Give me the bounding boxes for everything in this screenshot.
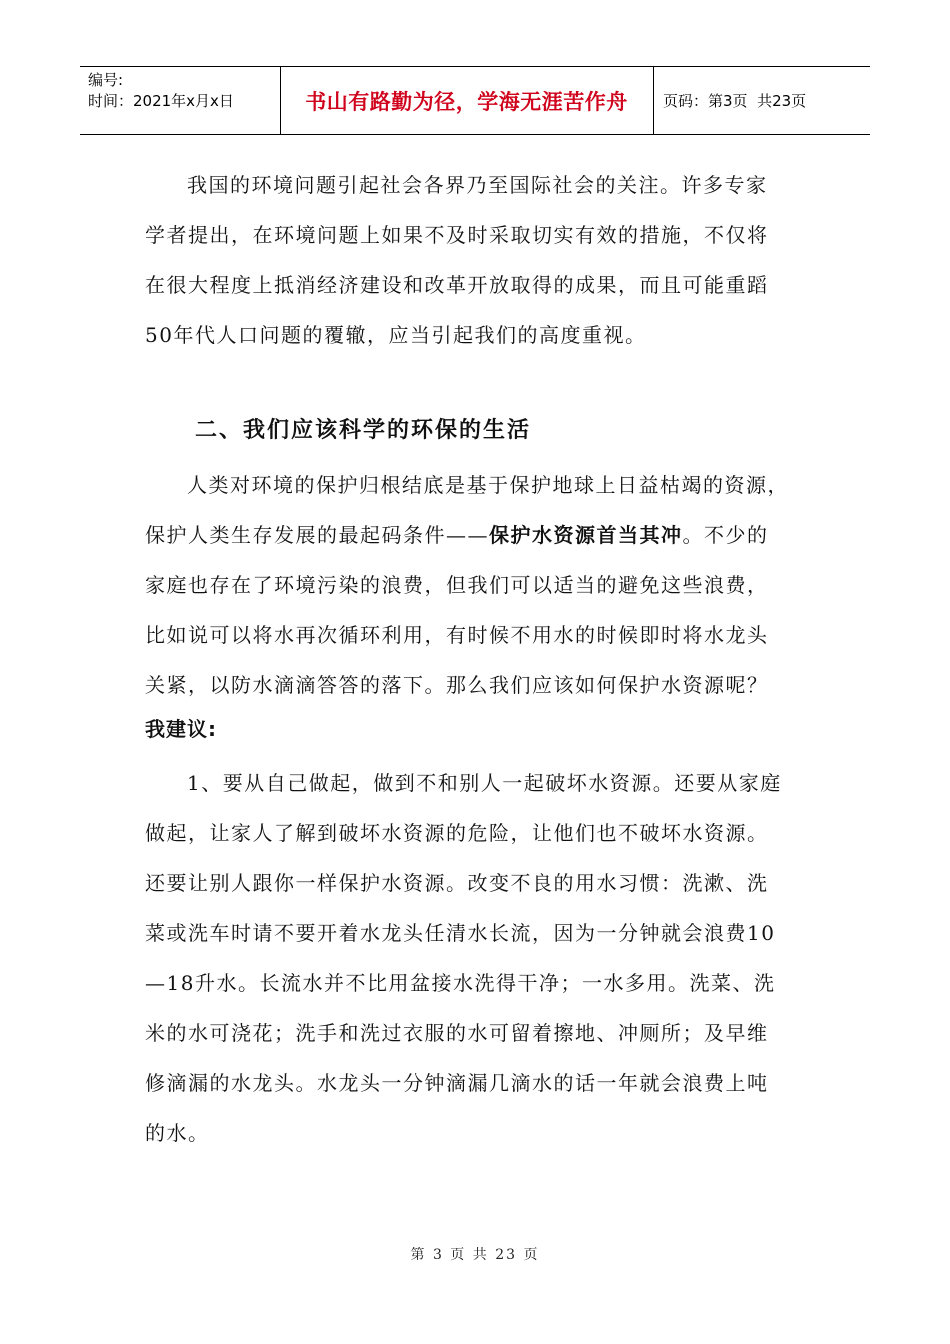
header-divider: [653, 66, 654, 135]
text-line: 关紧，以防水滴滴答答的落下。那么我们应该如何保护水资源呢？: [145, 673, 769, 697]
suggestion-label: 我建议:: [145, 717, 217, 741]
text-line: [145, 510, 815, 560]
number-label: 编号:: [88, 71, 124, 89]
suggestion-paragraph: [145, 758, 815, 1158]
text-line: 家庭也存在了环境污染的浪费，但我们可以适当的避免这些浪费，: [145, 573, 769, 597]
text-line: 50年代人口问题的覆辙，应当引起我们的高度重视。: [145, 323, 647, 347]
text-line: —18升水。长流水并不比用盆接水洗得干净；一水多用。洗菜、洗: [145, 971, 776, 995]
section-heading: 二、我们应该科学的环保的生活: [195, 418, 532, 443]
section2-paragraph: [145, 460, 815, 710]
text-line: 1、要从自己做起，做到不和别人一起破坏水资源。还要从家庭: [187, 771, 782, 795]
text-line: 米的水可浇花；洗手和洗过衣服的水可留着擦地、冲厕所；及早维: [145, 1021, 769, 1045]
text-line: 修滴漏的水龙头。水龙头一分钟滴漏几滴水的话一年就会浪费上吨: [145, 1071, 769, 1095]
header-page-info: 页码：第3页 共23页: [663, 92, 807, 110]
text-line: 在很大程度上抵消经济建设和改革开放取得的成果，而且可能重蹈: [145, 273, 769, 297]
emphasis-text: 保护水资源首当其冲: [489, 523, 683, 547]
text-line: 的水。: [145, 1121, 210, 1145]
text-line: 人类对环境的保护归根结底是基于保护地球上日益枯竭的资源，: [187, 473, 789, 497]
header-motto: 书山有路勤为径，学海无涯苦作舟: [305, 89, 628, 114]
text-line: 菜或洗车时请不要开着水龙头任清水长流，因为一分钟就会浪费10: [145, 921, 776, 945]
text-line: 做起，让家人了解到破坏水资源的危险，让他们也不破坏水资源。: [145, 821, 769, 845]
text-span: 保护人类生存发展的最起码条件——: [145, 523, 489, 547]
text-line: 比如说可以将水再次循环利用，有时候不用水的时候即时将水龙头: [145, 623, 769, 647]
text-line: 还要让别人跟你一样保护水资源。改变不良的用水习惯：洗漱、洗: [145, 871, 769, 895]
intro-paragraph: [145, 160, 815, 360]
text-line: 学者提出，在环境问题上如果不及时采取切实有效的措施，不仅将: [145, 223, 769, 247]
header-meta: [88, 70, 278, 112]
page-footer: 第 3 页 共 23 页: [410, 1247, 540, 1263]
text-span: 。不少的: [682, 523, 769, 547]
page-header: [80, 66, 870, 136]
time-label: 时间：2021年x月x日: [88, 92, 234, 110]
text-line: 我国的环境问题引起社会各界乃至国际社会的关注。许多专家: [187, 173, 768, 197]
